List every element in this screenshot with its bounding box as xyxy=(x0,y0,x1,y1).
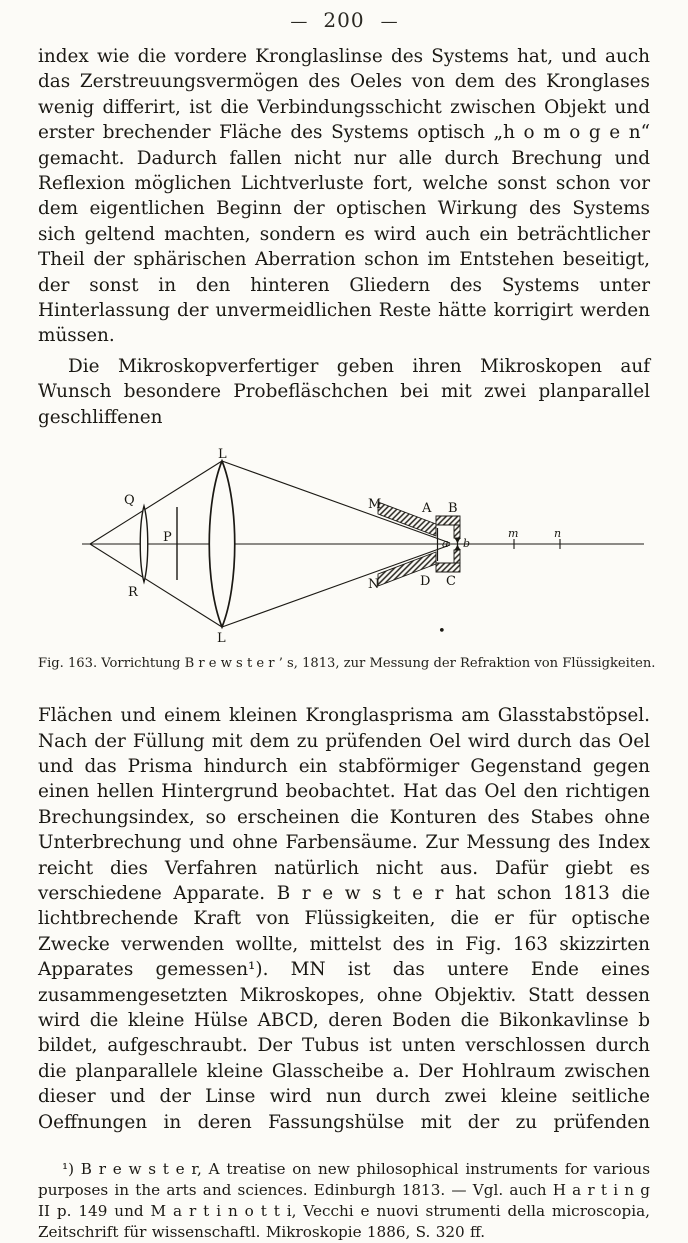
figure-caption: Fig. 163. Vorrichtung B r e w s t e r ’ s, 1813, zur Messung der Refraktion von Flüssigkeiten. xyxy=(38,656,656,672)
paragraph-2: Die Mikroskopverfertiger geben ihren Mikroskopen auf Wunsch besondere Probefläschchen bei mit zwei planparallel geschliffenen xyxy=(38,355,650,428)
paragraph-1: index wie die vordere Kronglaslinse des Systems hat, und auch das Zerstreuungsvermögen des Oeles von dem des Kronglases wenig differirt, ist die Verbindungsschicht zwischen Objekt und erster brechender Fläche des Systems optisch „h o m o g e n“ gemacht. Dadurch fallen nicht nur alle durch Brechung und Reflexion möglichen Lichtverluste fort, welche sonst schon vor dem eigentlichen Beginn der optischen Wirkung des Systems sich geltend machten, sondern es wird auch ein beträchtlicher Theil der sphärischen Aberration schon im Entstehen beseitigt, der sonst in den hinteren Gliedern des Systems unter Hinterlassung der unvermeidlichen Reste hätte korrigirt werden müssen. xyxy=(38,46,650,347)
label-N: N xyxy=(368,577,380,593)
label-b: b xyxy=(463,537,471,551)
label-R: R xyxy=(128,585,138,601)
label-Q: Q xyxy=(124,493,135,509)
ray-upper-diverging xyxy=(90,461,222,544)
label-a: a xyxy=(442,537,449,551)
label-A: A xyxy=(422,501,432,517)
label-P: P xyxy=(163,530,172,546)
header-dash-right: — xyxy=(380,12,398,32)
paragraph-3: Flächen und einem kleinen Kronglasprisma am Glasstabstöpsel. Nach der Füllung mit dem zu prüfenden Oel wird durch das Oel und das Prisma hindurch ein stabförmiger Gegenstand gegen einen hellen Hintergrund beobachtet. Hat das Oel den richtigen Brechungsindex, so erscheinen die Konturen des Stabes ohne Unterbrechung und ohne Farbensäume. Zur Messung des Index reicht dies Verfahren natürlich nicht aus. Dafür giebt es verschiedene Apparate. B r e w s t e r hat schon 1813 die lichtbrechende Kraft von Flüssigkeiten, die er für optische Zwecke verwenden wollte, mittelst des in Fig. 163 skizzirten Apparates gemessen¹). MN ist das untere Ende eines zusammengesetzten Mikroskopes, ohne Objektiv. Statt dessen wird die kleine Hülse ABCD, deren Boden die Bikonkavlinse b bildet, aufgeschraubt. Der Tubus ist unten verschlossen durch die planparallele kleine Glasscheibe a. Der Hohlraum zwischen dieser und der Linse wird nun durch zwei kleine seitliche Oeffnungen in deren Fassungshülse mit der zu prüfenden xyxy=(38,705,650,1133)
label-n: n xyxy=(554,527,562,541)
figure-163 xyxy=(38,448,650,650)
footnote: ¹) B r e w s t e r, A treatise on new philosophical instruments for various purposes in the arts and sciences. Edinburgh 1813. — Vgl. auch H a r t i n g II p. 149 und M a r t i n o t t i, Vecchi e nuovi strumenti della microscopia, Zeitschrift für wissenschaftl. Mikroskopie 1886, S. 320 ff. xyxy=(38,1160,650,1241)
huelse-wall-upper xyxy=(454,525,460,538)
label-B: B xyxy=(448,501,458,517)
label-L-bottom: L xyxy=(217,631,226,647)
print-artifact-dot: • xyxy=(438,624,446,639)
ray-lower-converging xyxy=(222,545,450,627)
large-lens-L xyxy=(209,461,235,627)
label-L-top: L xyxy=(218,448,227,463)
page-number: 200 xyxy=(323,8,365,32)
page-header xyxy=(38,8,650,32)
label-D: D xyxy=(420,574,431,590)
header-dash-left: — xyxy=(290,12,308,32)
small-lens-QR xyxy=(140,506,148,582)
ray-lower-diverging xyxy=(90,544,222,627)
huelse-wall-lower xyxy=(454,550,460,563)
label-C: C xyxy=(446,574,456,590)
figure-163-diagram xyxy=(38,448,650,646)
ray-upper-converging xyxy=(222,461,450,543)
label-M: M xyxy=(368,497,382,513)
label-m: m xyxy=(508,527,519,541)
huelse-bottom-plate xyxy=(436,563,460,572)
huelse-top-plate xyxy=(436,516,460,525)
